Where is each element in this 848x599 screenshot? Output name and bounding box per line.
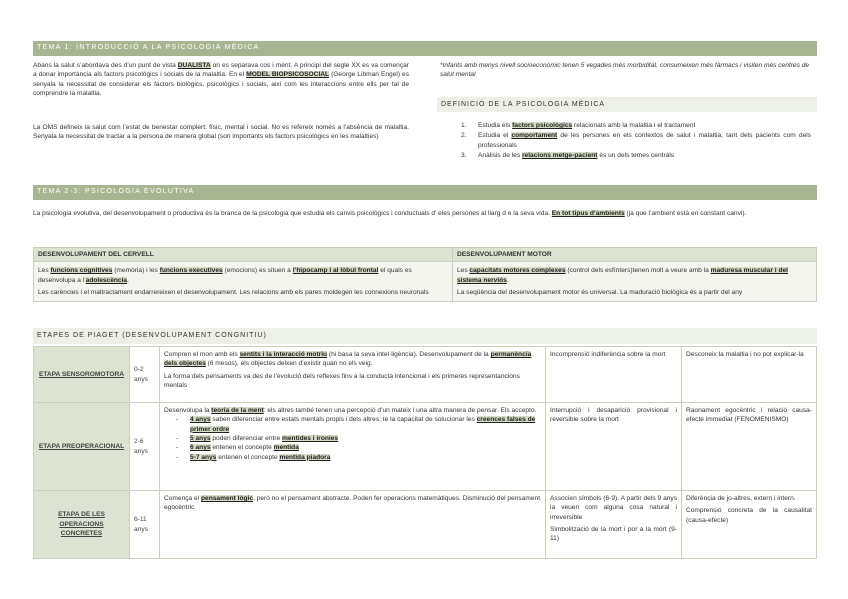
list-item: 1. Estudia els factors psicològics relacionats amb la malaltia i el tractament — [461, 122, 696, 129]
stage-bullets — [176, 415, 541, 462]
motor-cell: Les capacitats motores complexes (control dels esfínters)tenen molt a veure amb la maduresa muscular i del sistema nerviós. La seqüència del desenvolupament motor és universal. La maduració biològica és a partir del any — [453, 262, 817, 302]
stage-mort: Incomprensió indiferència sobre la mort — [546, 347, 682, 403]
stage-malaltia: Diferència de jo-altres, extern i intern. Comprensió concreta de la causalitat (causa-efecte) — [682, 491, 817, 559]
stage-mort: Interrupció i desaparició provisional i reversible sobre la mort — [546, 403, 682, 491]
desenvolupament-table — [33, 247, 817, 302]
stage-malaltia: Desconeix la malaltia i no pot explicar-la — [682, 347, 817, 403]
stage-name: ETAPA PREOPERACIONAL — [34, 403, 130, 491]
stage-age: 6-11 anys — [130, 491, 160, 559]
definicio-heading — [437, 97, 817, 112]
table-row — [34, 491, 817, 559]
cervell-cell: Les funcions cognitives (memòria) i les funcions executives (emocions) es situen a l’hipocamp i al lòbul frontal el quals es desenvolupa a l’adolescència. Les carències i el maltractament endarrereixen el desenvolupament. Les relacions amb els pares moldegen les connexions neuronals — [34, 262, 453, 302]
tema1-quote: *Infants amb menys nivell socioeconòmic tenen 5 vegades més morbiditat, consumeixen més fàrmacs i visiten més centres de salut mental — [440, 62, 810, 79]
list-item: 3. Anàlisis de les relacions metge-pacient és un dels temes centrals — [461, 152, 675, 160]
piaget-title: ETAPES DE PIAGET (DESENVOLUPAMENT CONGNITIU) — [37, 332, 267, 339]
list-item: - 4 anys saben diferenciar entre estats mentals propis i dels altres: te la capacitat de solucionar les creences falses de primer ordre — [176, 415, 541, 434]
tema23-intro: La psicologia evolutiva, del desenvolupament o productiva és la branca de la psicologia que estudia els canvis psicològics i conductuals d’ eles persones al llarg d e la seva vida. En tot tipus d’ambients (ja que l’ambient està en constant canvi). — [33, 210, 747, 217]
motor-header: DESENVOLUPAMENT MOTOR — [453, 248, 817, 262]
tema1-paragraph-2: La OMS defineix la salut com l’estat de benestar complert: físic, mental i social. No es refereix només a l’absència de malaltia. Senyala la necessitat de tractar a la persona de manera global (son importants els factors psicològics en les malalties) — [33, 124, 409, 141]
stage-name: ETAPA DE LES OPERACIONS CONCRETES — [34, 491, 130, 559]
stage-name: ETAPA SENSOROMOTORA — [34, 347, 130, 403]
table-row — [34, 403, 817, 491]
list-item: - 6 anys entenen el concepte mentida — [176, 443, 541, 452]
table-row — [34, 347, 817, 403]
stage-mort: Associen símbols (6-9). A partir dels 9 anys la veuen com alguna cosa natural i irreversible Simbolització de la mort i por a la mort (9-11) — [546, 491, 682, 559]
stage-description: Compren el mon amb els sentits i la interacció motriu (hi basa la seva intel·ligència). Desenvolupament de la permanència dels objectes (6 mesos), els objectes deixen d’existir quan no els veig. La forma dels pensaments va des de l’evolució dels reflexes fins a la conducta intencional i els primeres representancions mentals — [160, 347, 546, 403]
list-item: 2. Estudia el comportament de les persones en els contextos de salut i malaltia, tant dels pacients com dels professionals — [461, 132, 811, 149]
list-item: - 5-7 anys entenen el concepte mentida piadora — [176, 453, 541, 462]
cervell-header: DESENVOLUPAMENT DEL CERVELL — [34, 248, 453, 262]
tema23-banner — [33, 185, 817, 200]
tema1-paragraph-1: Abans la salut s’abordava des d’un punt de vista DUALISTA on es separava cos i ment. A principi del segle XX es va començar a donar importància als factors psicològics i socials de la malaltia. En el MODEL BIOPSICOSOCIAL (George Libman Engel) es senyala la necessitat de considerar els factors biològics, psicològics i socials, així com les interaccions entre ells per tal de comprendre la malaltia. — [33, 62, 410, 98]
stage-age: 0-2 anys — [130, 347, 160, 403]
highlight-dualista: DUALISTA — [177, 62, 211, 69]
definicio-list — [461, 121, 811, 161]
tema1-banner — [33, 41, 817, 56]
tema1-title: TEMA 1: INTRODUCCIÓ A LA PSICOLOGIA MÈDICA — [37, 44, 260, 51]
stage-malaltia: Raonament egocèntric i relació causa-efecte immediat (FENOMENISMO) — [682, 403, 817, 491]
stage-description: Comença el pensament lògic, però no el pensament abstracte. Poden fer operacions matemàtiques. Disminució del pensament egocèntric — [160, 491, 546, 559]
piaget-heading — [33, 328, 817, 344]
stage-description: Desenvolupa la teoria de la ment: els altres també tenen una percepció d’un mateix i una altra manera de pensar. Els accepto. - 4 anys saben diferenciar entre estats mentals propis i dels altres: te la capacitat de solucionar les creences falses de primer ordre - 5 anys poden diferenciar entre mentides i ironies - 6 anys entenen el concepte mentida - 5-7 anys entenen el concepte mentida piadora — [160, 403, 546, 491]
highlight-model-biopsicosocial: MODEL BIOPSICOSOCIAL — [246, 71, 330, 79]
tema23-title: TEMA 2-3: PSICOLOGIA EVOLUTIVA — [37, 188, 195, 195]
definicio-title: DEFINICIÓ DE LA PSICOLOGIA MÈDICA — [441, 101, 606, 108]
piaget-table — [33, 346, 817, 559]
stage-age: 2-6 anys — [130, 403, 160, 491]
list-item: - 5 anys poden diferenciar entre mentides i ironies — [176, 434, 541, 443]
